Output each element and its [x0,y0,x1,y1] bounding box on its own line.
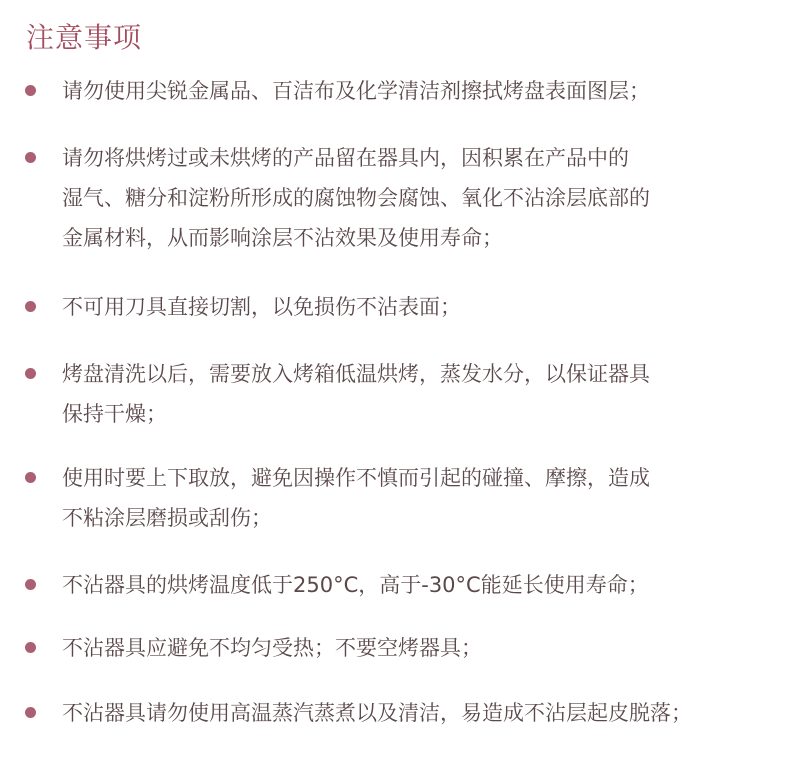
bullet-icon [25,579,36,590]
bullet-icon [25,472,36,483]
note-text [62,354,782,434]
note-line: 保持干燥； [62,402,167,426]
bullet-icon [25,301,36,312]
note-line: 请勿使用尖锐金属品、百洁布及化学清洁剂擦拭烤盘表面图层； [62,79,650,103]
bullet-icon [25,85,36,96]
note-line: 烤盘清洗以后，需要放入烤箱低温烘烤，蒸发水分，以保证器具 [62,362,650,386]
bullet-icon [25,368,36,379]
note-line: 不沾器具的烘烤温度低于250°C，高于-30°C能延长使用寿命； [62,573,649,597]
note-text [62,458,782,538]
note-text [62,693,782,733]
note-line: 请勿将烘烤过或未烘烤的产品留在器具内，因积累在产品中的 [62,146,629,170]
note-line: 不可用刀具直接切割，以免损伤不沾表面； [62,295,461,319]
page-title: 注意事项 [26,21,143,54]
note-line: 金属材料，从而影响涂层不沾效果及使用寿命； [62,226,503,250]
note-text [62,565,782,605]
note-line: 使用时要上下取放，避免因操作不慎而引起的碰撞、摩擦，造成 [62,466,650,490]
note-line: 不粘涂层磨损或刮伤； [62,506,272,530]
note-line: 不沾器具请勿使用高温蒸汽蒸煮以及清洁，易造成不沾层起皮脱落； [62,701,692,725]
note-line: 不沾器具应避免不均匀受热；不要空烤器具； [62,636,482,660]
bullet-icon [25,707,36,718]
note-text [62,628,782,668]
bullet-icon [25,642,36,653]
bullet-icon [25,152,36,163]
note-text [62,287,782,327]
note-text [62,138,782,258]
note-line: 湿气、糖分和淀粉所形成的腐蚀物会腐蚀、氧化不沾涂层底部的 [62,186,650,210]
note-text [62,71,782,111]
